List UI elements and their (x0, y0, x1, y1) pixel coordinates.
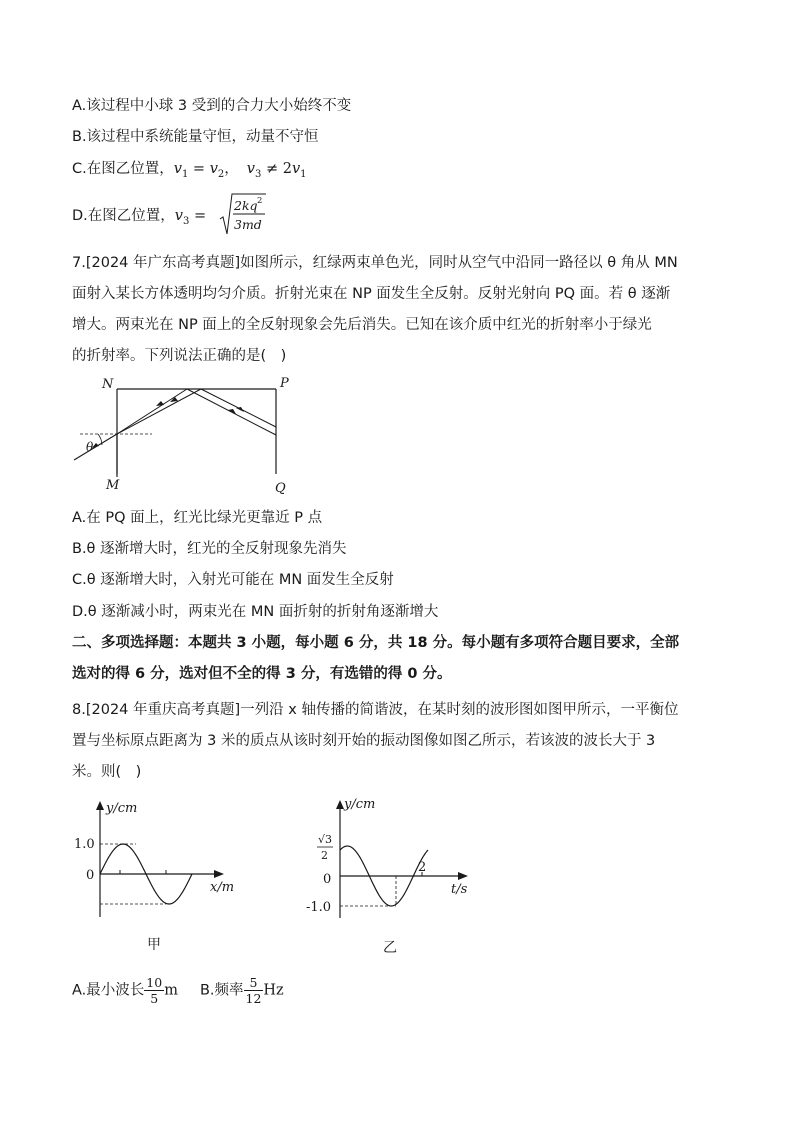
reflected-ray-upper (187, 389, 276, 435)
q8-option-b-prefix: B.频率 (199, 982, 244, 999)
tick-label-2-den: 2 (321, 849, 328, 862)
q6-option-b: B.该过程中系统能量守恒，动量不守恒 (72, 129, 319, 145)
equals-sign: = (188, 161, 210, 177)
label-theta: θ (86, 440, 94, 454)
q7-line-2: 面射入某长方体透明均匀介质。折射光束在 NP 面发生全反射。反射光射向 PQ 面。若 θ 逐渐 (72, 286, 671, 302)
q6-option-d (72, 206, 211, 232)
sqrt-denominator: 3md (234, 217, 262, 232)
wave-graph-a (66, 795, 246, 960)
label-p: P (280, 376, 289, 391)
sqrt-numerator-sup: 2 (257, 196, 263, 206)
label-m: M (106, 478, 120, 493)
q6-option-a: A.该过程中小球 3 受到的合力大小始终不变 (72, 98, 352, 114)
tick-label-1-0: 1.0 (74, 837, 95, 852)
tick-label-t2: 2 (418, 860, 427, 875)
section-2-line-1: 二、多项选择题：本题共 3 小题，每小题 6 分，共 18 分。每小题有多项符合题目要求，全部 (72, 635, 680, 651)
q6-option-d-prefix: D.在图乙位置， (72, 208, 175, 224)
tick-label-sqrt3: √3 (318, 833, 333, 846)
refracted-ray-upper (117, 389, 187, 434)
q6-option-c-prefix: C.在图乙位置， (72, 161, 174, 177)
q8-option-a-unit: m (164, 982, 178, 999)
y-label-b: y/cm (344, 797, 376, 812)
q8-line-1: 8.[2024 年重庆高考真题]一列沿 x 轴传播的简谐波，在某时刻的波形图如图甲所示，一平衡位 (72, 702, 679, 718)
origin-label-b: 0 (323, 872, 332, 887)
refracted-ray-lower (117, 389, 201, 434)
v2-subscript: 2 (217, 169, 225, 180)
q7-option-d: D.θ 逐渐减小时，两束光在 MN 面折射的折射角逐渐增大 (72, 604, 439, 620)
tick-label-neg-1-0: -1.0 (306, 900, 332, 915)
q7-option-c: C.θ 逐渐增大时，入射光可能在 MN 面发生全反射 (72, 572, 394, 588)
sqrt-numerator: 2kq (234, 198, 258, 213)
sqrt-fraction (218, 190, 268, 240)
v1-symbol: v (173, 161, 182, 177)
v3-symbol: v (246, 161, 255, 177)
caption-b: 乙 (383, 940, 397, 956)
q7-option-b: B.θ 逐渐增大时，红光的全反射现象先消失 (72, 541, 347, 557)
q8-line-3: 米。则( ) (72, 764, 142, 780)
q7-option-a: A.在 PQ 面上，红光比绿光更靠近 P 点 (72, 510, 323, 526)
q8-option-a-prefix: A.最小波长 (72, 982, 145, 999)
x-axis-arrow-a (214, 870, 224, 878)
v3-d-subscript: 3 (182, 216, 190, 227)
x-label-a: x/m (210, 880, 235, 895)
v2-symbol: v (209, 161, 218, 177)
q8-option-b-fraction (244, 975, 264, 1006)
v1-subscript: 1 (181, 169, 189, 180)
q7-line-4: 的折射率。下列说法正确的是( ) (72, 348, 287, 364)
label-q: Q (275, 481, 286, 496)
x-axis-arrow-b (458, 872, 468, 880)
v3-subscript: 3 (254, 169, 262, 180)
label-n: N (102, 377, 114, 392)
y-label-a: y/cm (106, 801, 138, 816)
q7-line-3: 增大。两束光在 NP 面上的全反射现象会先后消失。已知在该介质中红光的折射率小于绿光 (72, 317, 652, 333)
q7-prism-diagram (66, 372, 306, 498)
q8-options-row (72, 975, 284, 1006)
q8-line-2: 置与坐标原点距离为 3 米的质点从该时刻开始的振动图像如图乙所示，若该波的波长大于 3 (72, 733, 656, 749)
refracted-arrow-1 (156, 401, 164, 406)
wave-graph-b (300, 790, 490, 960)
x-label-b: t/s (451, 882, 468, 897)
section-2-line-2: 选对的得 6 分，选对但不全的得 3 分，有选错的得 0 分。 (72, 666, 452, 682)
comma: ， (224, 161, 239, 177)
q6-option-c (72, 159, 307, 185)
v1b-subscript: 1 (300, 169, 307, 180)
origin-label-a: 0 (86, 868, 95, 883)
q8-option-a-numerator: 10 (146, 975, 163, 990)
q8-option-b-denominator: 12 (245, 991, 262, 1006)
q8-option-a-fraction (144, 975, 164, 1006)
reflected-arrow-1 (228, 409, 236, 414)
q8-option-b-numerator: 5 (244, 975, 264, 991)
q8-option-a-denominator: 5 (150, 991, 159, 1006)
y-axis-arrow-b (336, 800, 344, 809)
v1b-symbol: v (291, 161, 301, 177)
q8-option-b-unit: Hz (263, 982, 284, 999)
v3-d-symbol: v (174, 208, 183, 224)
not-equal-two: ≠ 2 (261, 161, 292, 177)
q7-line-1: 7.[2024 年广东高考真题]如图所示，红绿两束单色光，同时从空气中沿同一路径以 θ 角从 MN (72, 255, 678, 271)
caption-a: 甲 (147, 937, 161, 953)
equals-sign-d: = (189, 208, 211, 224)
y-axis-arrow-a (96, 801, 104, 810)
